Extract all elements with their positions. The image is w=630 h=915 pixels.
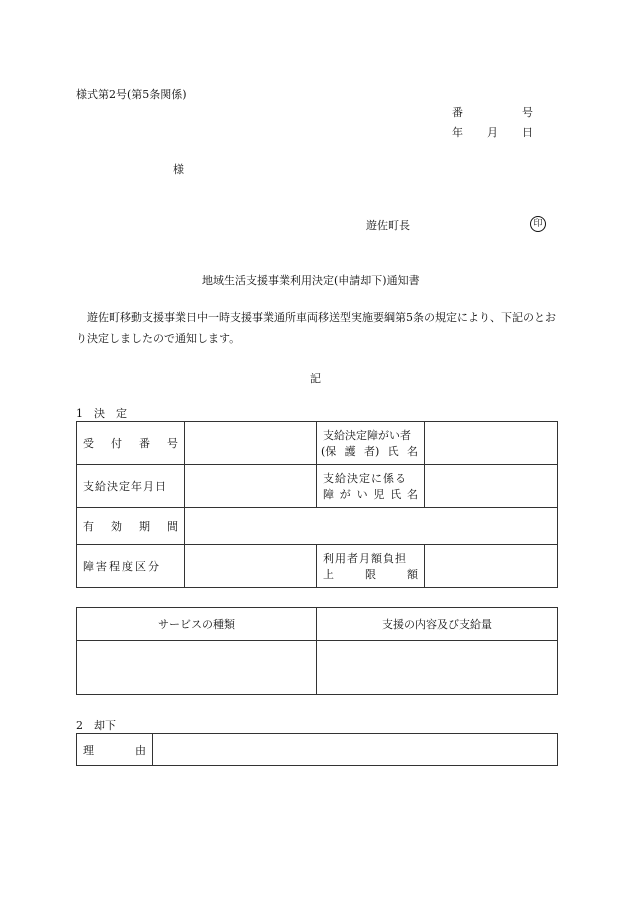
number-suffix: 号 [522, 106, 533, 119]
body-text: 遊佐町移動支援事業日中一時支援事業通所車両移送型実施要綱第5条の規定により、下記のとおり決定しましたので通知します。 [76, 311, 556, 345]
ki-label: 記 [310, 372, 321, 385]
form-number: 様式第2号(第5条関係) [76, 88, 187, 101]
year-label: 年 [452, 126, 463, 139]
seal-mark: 印 [530, 216, 546, 232]
disability-class-label: 障害程度区分 [77, 545, 185, 588]
disability-class-field[interactable] [185, 545, 317, 588]
decision-date-label: 支給決定年月日 [77, 465, 185, 508]
guardian-name-field[interactable] [425, 422, 558, 465]
rejection-table [76, 733, 558, 766]
section1-heading: 1 決 定 [76, 407, 127, 420]
receipt-number-label [77, 422, 185, 465]
receipt-number-field[interactable] [185, 422, 317, 465]
guardian-name-label: 支給決定障がい者 (保 護 者) 氏 名 [317, 422, 425, 465]
month-label: 月 [487, 126, 498, 139]
number-label: 番 [452, 106, 463, 119]
burden-limit-label: 利用者月額負担 上 限 額 [317, 545, 425, 588]
child-name-field[interactable] [425, 465, 558, 508]
reason-field[interactable] [153, 734, 558, 766]
issuer: 遊佐町長 [366, 219, 410, 232]
document-title: 地域生活支援事業利用決定(申請却下)通知書 [202, 274, 420, 287]
child-name-label: 支給決定に係る 障 が い 児 氏 名 [317, 465, 425, 508]
receipt-number-text: 受 付 番 号 [83, 437, 178, 450]
section2-heading: 2 却下 [76, 719, 116, 732]
decision-table [76, 421, 558, 588]
service-content-field[interactable] [317, 641, 558, 695]
valid-period-field[interactable] [185, 508, 558, 545]
service-content-header: 支援の内容及び支給量 [317, 608, 558, 641]
service-type-header: サービスの種類 [77, 608, 317, 641]
recipient-suffix: 様 [173, 163, 184, 176]
decision-date-field[interactable] [185, 465, 317, 508]
valid-period-label: 有 効 期 間 [77, 508, 185, 545]
reason-label: 理 由 [77, 734, 153, 766]
day-label: 日 [522, 126, 533, 139]
burden-limit-field[interactable] [425, 545, 558, 588]
service-type-field[interactable] [77, 641, 317, 695]
service-table [76, 607, 558, 695]
